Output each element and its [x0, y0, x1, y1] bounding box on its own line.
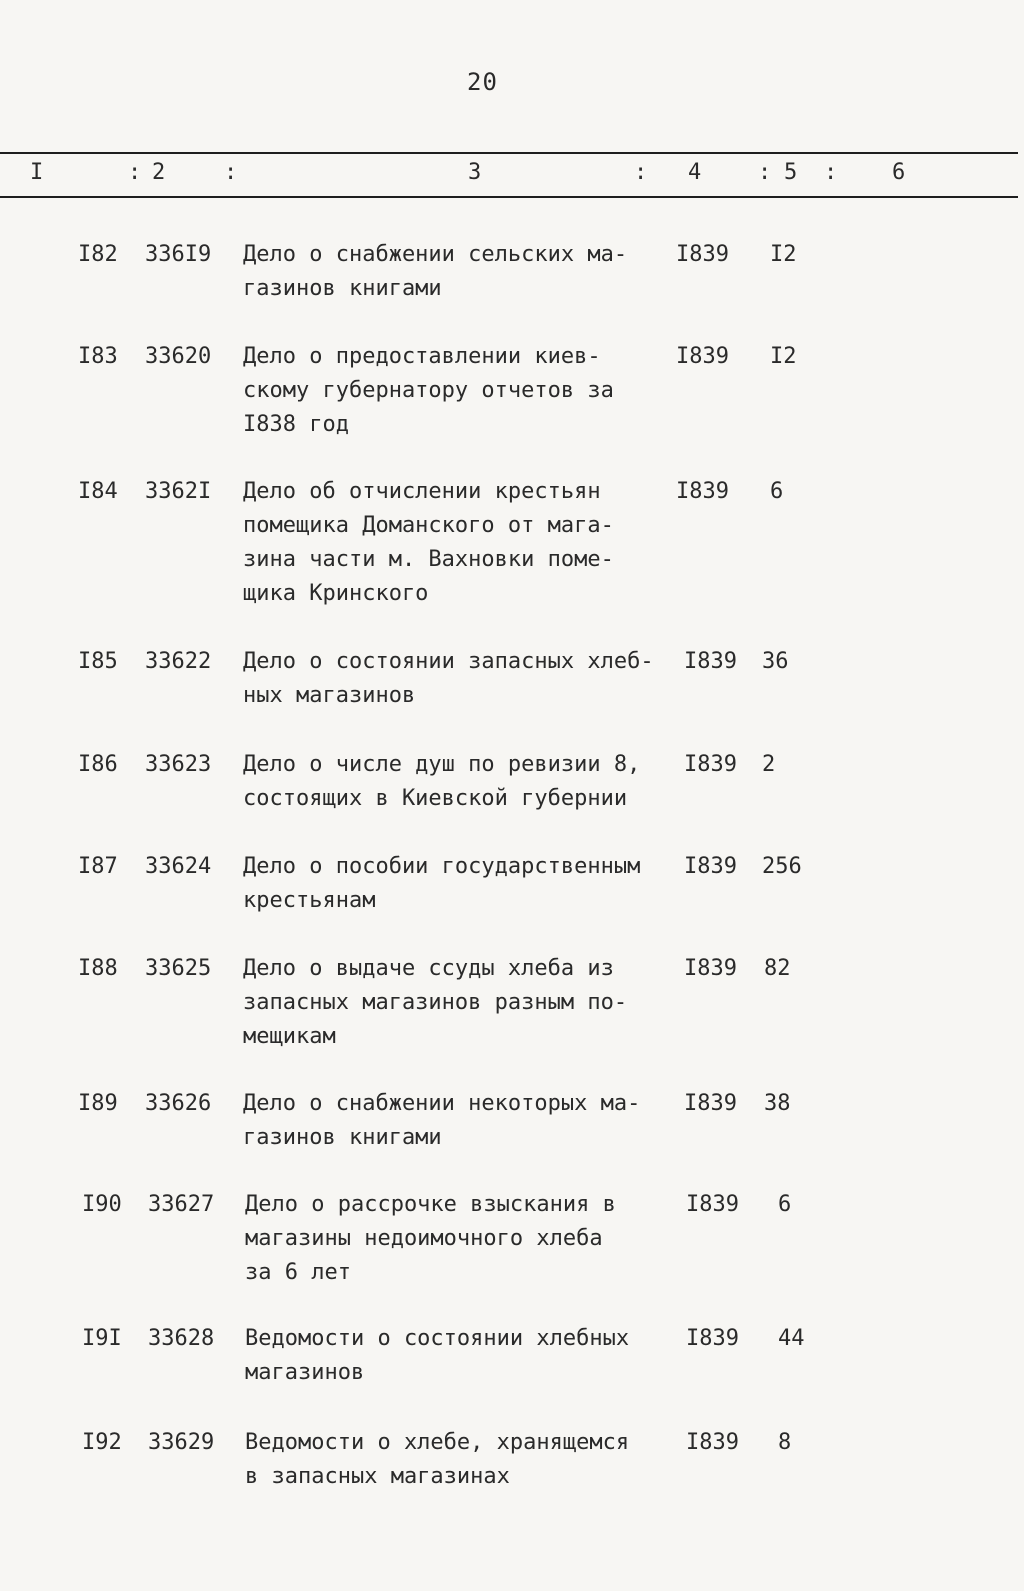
file-code: 33628	[148, 1326, 215, 1351]
row-number: I88	[78, 956, 118, 981]
row-number: I87	[78, 854, 118, 879]
row-number: I84	[78, 479, 118, 504]
title-line: газинов книгами	[243, 1125, 442, 1150]
sheet-count: 256	[762, 854, 802, 879]
sheet-count: 6	[770, 479, 784, 504]
header-separator: :	[128, 160, 142, 185]
file-year: I839	[684, 752, 737, 777]
title-line: ных магазинов	[243, 683, 416, 708]
row-number: I85	[78, 649, 118, 674]
header-separator: :	[758, 160, 772, 185]
title-line: скому губернатору отчетов за	[243, 378, 614, 403]
row-number: I9I	[82, 1326, 122, 1351]
file-code: 3362I	[145, 479, 212, 504]
sheet-count: I2	[770, 242, 797, 267]
title-line: Ведомости о состоянии хлебных	[245, 1326, 630, 1351]
file-title	[245, 1426, 629, 1494]
file-code: 33624	[145, 854, 212, 879]
file-year: I839	[686, 1192, 739, 1217]
file-year: I839	[676, 344, 729, 369]
file-title	[243, 850, 640, 918]
header-top-rule	[0, 152, 1018, 154]
file-year: I839	[686, 1326, 739, 1351]
title-line: крестьянам	[243, 888, 376, 913]
title-line: щика Кринского	[243, 581, 429, 606]
file-title	[243, 748, 640, 816]
file-year: I839	[676, 242, 729, 267]
header-bottom-rule	[0, 196, 1018, 198]
title-line: Дело о предоставлении киев-	[243, 344, 601, 369]
header-col-1: I	[30, 160, 44, 185]
row-number: I90	[82, 1192, 122, 1217]
header-col-6: 6	[892, 160, 906, 185]
row-number: I89	[78, 1091, 118, 1116]
file-code: 33627	[148, 1192, 215, 1217]
row-number: I83	[78, 344, 118, 369]
header-col-5: 5	[784, 160, 798, 185]
row-number: I92	[82, 1430, 122, 1455]
file-code: 33622	[145, 649, 212, 674]
title-line: зина части м. Вахновки поме-	[243, 547, 614, 572]
title-line: состоящих в Киевской губернии	[243, 786, 628, 811]
title-line: Дело о пособии государственным	[243, 854, 641, 879]
title-line: Дело о состоянии запасных хлеб-	[243, 649, 654, 674]
title-line: Ведомости о хлебе, хранящемся	[245, 1430, 630, 1455]
title-line: мещикам	[243, 1024, 336, 1049]
sheet-count: I2	[770, 344, 797, 369]
file-year: I839	[684, 956, 737, 981]
file-code: 33629	[148, 1430, 215, 1455]
file-title	[245, 1322, 629, 1390]
title-line: запасных магазинов разным по-	[243, 990, 628, 1015]
sheet-count: 2	[762, 752, 776, 777]
file-year: I839	[684, 854, 737, 879]
header-separator: :	[224, 160, 238, 185]
file-code: 33626	[145, 1091, 212, 1116]
header-col-2: 2	[152, 160, 166, 185]
sheet-count: 8	[778, 1430, 792, 1455]
file-code: 33623	[145, 752, 212, 777]
file-code: 336I9	[145, 242, 212, 267]
file-year: I839	[676, 479, 729, 504]
title-line: магазины недоимочного хлеба	[245, 1226, 603, 1251]
page-number: 20	[467, 68, 498, 96]
file-title	[243, 952, 627, 1054]
title-line: помещика Доманского от мага-	[243, 513, 614, 538]
title-line: Дело о рассрочке взыскания в	[245, 1192, 616, 1217]
file-title	[245, 1188, 616, 1290]
file-title	[243, 1087, 640, 1155]
title-line: за 6 лет	[245, 1260, 351, 1285]
file-title	[243, 238, 627, 306]
header-col-4: 4	[688, 160, 702, 185]
title-line: Дело о снабжении сельских ма-	[243, 242, 628, 267]
sheet-count: 36	[762, 649, 789, 674]
file-title	[243, 645, 654, 713]
header-col-3: 3	[468, 160, 482, 185]
file-year: I839	[686, 1430, 739, 1455]
header-separator: :	[634, 160, 648, 185]
title-line: I838 год	[243, 412, 349, 437]
title-line: газинов книгами	[243, 276, 442, 301]
sheet-count: 38	[764, 1091, 791, 1116]
file-code: 33625	[145, 956, 212, 981]
row-number: I82	[78, 242, 118, 267]
file-year: I839	[684, 1091, 737, 1116]
file-year: I839	[684, 649, 737, 674]
title-line: магазинов	[245, 1360, 365, 1385]
file-code: 33620	[145, 344, 212, 369]
header-separator: :	[824, 160, 838, 185]
title-line: в запасных магазинах	[245, 1464, 510, 1489]
sheet-count: 6	[778, 1192, 792, 1217]
title-line: Дело о снабжении некоторых ма-	[243, 1091, 641, 1116]
file-title	[243, 475, 614, 611]
title-line: Дело о выдаче ссуды хлеба из	[243, 956, 614, 981]
file-title	[243, 340, 614, 442]
sheet-count: 44	[778, 1326, 805, 1351]
sheet-count: 82	[764, 956, 791, 981]
title-line: Дело об отчислении крестьян	[243, 479, 601, 504]
title-line: Дело о числе душ по ревизии 8,	[243, 752, 641, 777]
row-number: I86	[78, 752, 118, 777]
